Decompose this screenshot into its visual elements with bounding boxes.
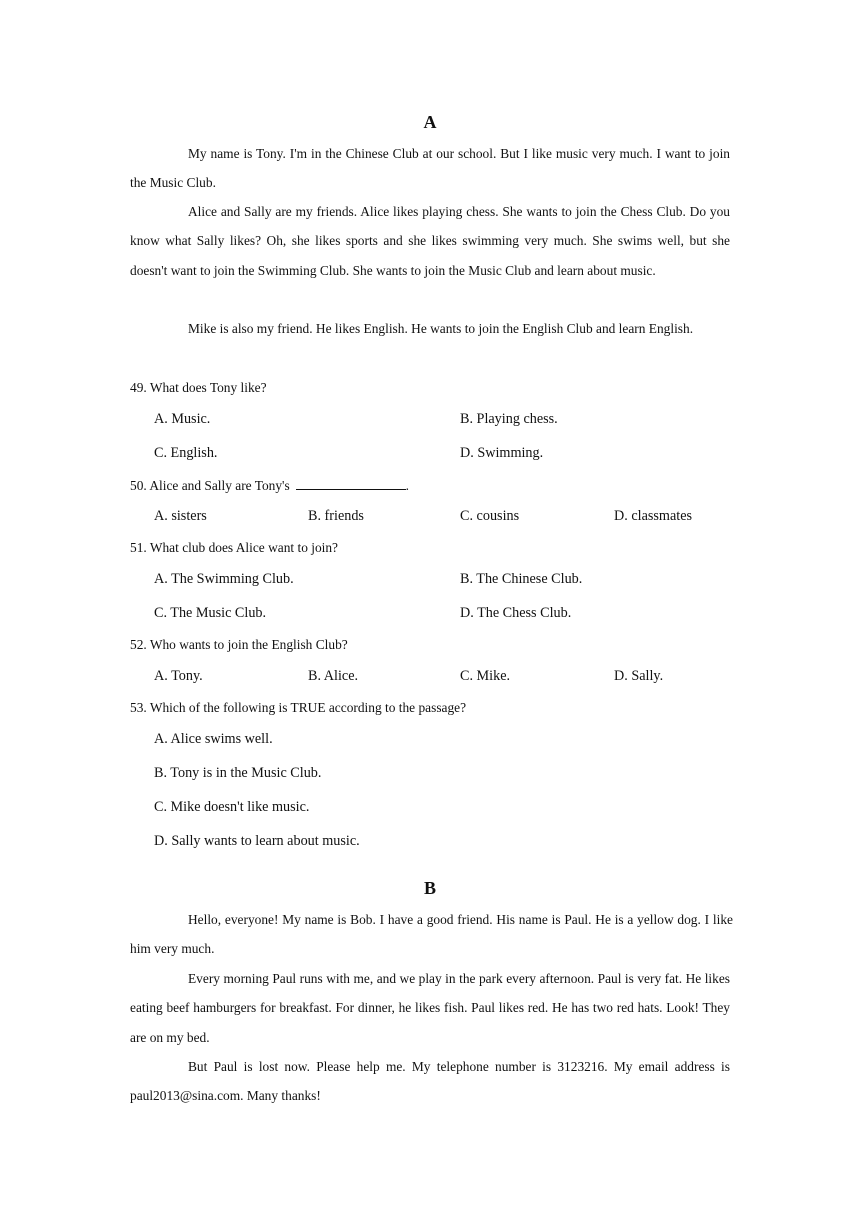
question-51-option-a: A. The Swimming Club.: [154, 571, 294, 587]
question-49-option-c: C. English.: [154, 445, 218, 461]
question-50-option-b: B. friends: [308, 508, 364, 524]
question-52-stem: 52. Who wants to join the English Club?: [130, 637, 348, 652]
question-53-option-c: C. Mike doesn't like music.: [154, 799, 310, 815]
question-50-option-c: C. cousins: [460, 508, 520, 524]
question-52-option-a: A. Tony.: [154, 668, 203, 684]
section-b-paragraph-3: But Paul is lost now. Please help me. My telephone number is 3123216. My email address is paul2013@sina.com. Many thanks!: [130, 1059, 730, 1104]
question-51-option-c: C. The Music Club.: [154, 605, 267, 621]
question-51-option-d: D. The Chess Club.: [460, 605, 572, 621]
question-53-option-a: A. Alice swims well.: [154, 731, 273, 747]
section-b-paragraph-1: Hello, everyone! My name is Bob. I have a good friend. His name is Paul. He is a yellow dog. I like him very much.: [130, 912, 733, 957]
section-a-paragraph-3: Mike is also my friend. He likes English. He wants to join the English Club and learn English.: [188, 321, 694, 336]
section-a-paragraph-1: My name is Tony. I'm in the Chinese Club at our school. But I like music very much. I want to join the Music Club.: [130, 146, 730, 191]
question-50-option-d: D. classmates: [614, 508, 693, 524]
section-b-title: B: [423, 878, 436, 898]
question-49-option-a: A. Music.: [154, 411, 211, 427]
question-52-option-d: D. Sally.: [614, 668, 664, 684]
question-52-option-b: B. Alice.: [308, 668, 359, 684]
question-52-option-c: C. Mike.: [460, 668, 511, 684]
question-50-stem: [130, 477, 409, 494]
question-51-stem: 51. What club does Alice want to join?: [130, 540, 339, 555]
section-b-paragraph-2: Every morning Paul runs with me, and we play in the park every afternoon. Paul is very fat. He likes eating beef hamburgers for breakfast. For dinner, he likes fish. Paul likes red. He has two red hats. Look! They are on my bed.: [130, 971, 730, 1045]
question-53-option-b: B. Tony is in the Music Club.: [154, 765, 322, 781]
question-50-stem-text: 50. Alice and Sally are Tony's: [130, 478, 290, 493]
question-49-option-b: B. Playing chess.: [460, 411, 558, 427]
question-50-option-a: A. sisters: [154, 508, 207, 524]
question-49-option-d: D. Swimming.: [460, 445, 544, 461]
section-a-paragraph-2: Alice and Sally are my friends. Alice likes playing chess. She wants to join the Chess Club. Do you know what Sally likes? Oh, she likes sports and she likes swimming very much. She swims well, but she doesn't want to join the Swimming Club. She wants to join the Music Club and learn about music.: [130, 204, 730, 278]
question-53-option-d: D. Sally wants to learn about music.: [154, 833, 360, 849]
section-a-title: A: [423, 112, 437, 132]
question-51-option-b: B. The Chinese Club.: [460, 571, 583, 587]
question-53-stem: 53. Which of the following is TRUE according to the passage?: [130, 700, 467, 715]
answer-blank: [296, 477, 406, 490]
question-50-stem-end: .: [405, 478, 410, 493]
question-49-stem: 49. What does Tony like?: [130, 380, 267, 395]
